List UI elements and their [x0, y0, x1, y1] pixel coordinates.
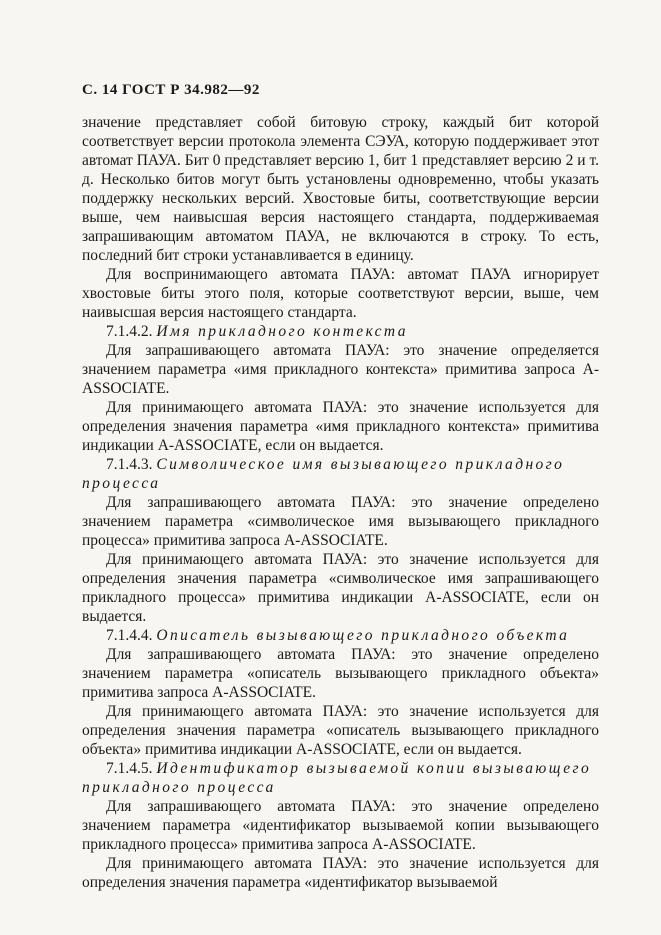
section-number: 7.1.4.2. [106, 323, 153, 340]
section-number: 7.1.4.4. [106, 627, 153, 644]
section-title: Идентификатор вызываемой копии вызывающего прикладного процесса [82, 760, 592, 796]
section-title: Описатель вызывающего прикладного объекта [156, 627, 570, 644]
page-header: С. 14 ГОСТ Р 34.982—92 [82, 82, 260, 98]
section-3-paragraph-1: Для запрашивающего автомата ПАУА: это значение определено значением параметра «описатель вызывающего прикладного объекта» примитива запроса A-ASSOCIATE. [82, 646, 599, 701]
section-1-paragraph-2: Для принимающего автомата ПАУА: это значение используется для определения значения параметра «имя прикладного контекста» примитива индикации A-ASSOCIATE, если он выдается. [82, 399, 599, 454]
paragraph-2: Для воспринимающего автомата ПАУА: автомат ПАУА игнорирует хвостовые биты этого поля, которые соответствуют версии, выше, чем наивысшая версия настоящего стандарта. [82, 266, 599, 321]
section-number: 7.1.4.5. [106, 760, 153, 777]
paragraph-1: значение представляет собой битовую строку, каждый бит которой соответствует версии протокола элемента СЭУА, которую поддерживает этот автомат ПАУА. Бит 0 представляет версию 1, бит 1 представляет версию 2 и т. д. Несколько битов могут быть установлены одновременно, чтобы указать поддержку нескольких версий. Хвостовые биты, соответствующие версии выше, чем наивысшая версия настоящего стандарта, поддерживаемая запрашивающим автоматом ПАУА, не включаются в строку. То есть, последний бит строки устанавливается в единицу. [82, 114, 599, 264]
section-heading-7-1-4-3 [82, 455, 599, 493]
section-2-paragraph-2: Для принимающего автомата ПАУА: это значение используется для определения значения параметра «символическое имя запрашивающего прикладного процесса» примитива индикации A-ASSOCIATE, если он выдается. [82, 551, 599, 625]
section-3-paragraph-2: Для принимающего автомата ПАУА: это значение используется для определения значения параметра «описатель вызывающего прикладного объекта» примитива индикации A-ASSOCIATE, если он выдается. [82, 703, 599, 758]
section-heading-7-1-4-2 [82, 322, 599, 341]
section-heading-7-1-4-5 [82, 759, 599, 797]
section-heading-7-1-4-4 [82, 626, 599, 645]
section-2-paragraph-1: Для запрашивающего автомата ПАУА: это значение определено значением параметра «символическое имя вызывающего прикладного процесса» примитива запроса A-ASSOCIATE. [82, 494, 599, 549]
section-title: Символическое имя вызывающего прикладного процесса [82, 456, 565, 492]
section-number: 7.1.4.3. [106, 456, 153, 473]
section-4-paragraph-1: Для запрашивающего автомата ПАУА: это значение определено значением параметра «идентификатор вызываемой копии вызывающего прикладного процесса» примитива запроса A-ASSOCIATE. [82, 798, 599, 853]
section-1-paragraph-1: Для запрашивающего автомата ПАУА: это значение определяется значением параметра «имя прикладного контекста» примитива запроса A-ASSOCIATE. [82, 342, 599, 397]
section-4-paragraph-2: Для принимающего автомата ПАУА: это значение используется для определения значения параметра «идентификатор вызываемой [82, 855, 599, 891]
section-title: Имя прикладного контекста [156, 323, 408, 340]
